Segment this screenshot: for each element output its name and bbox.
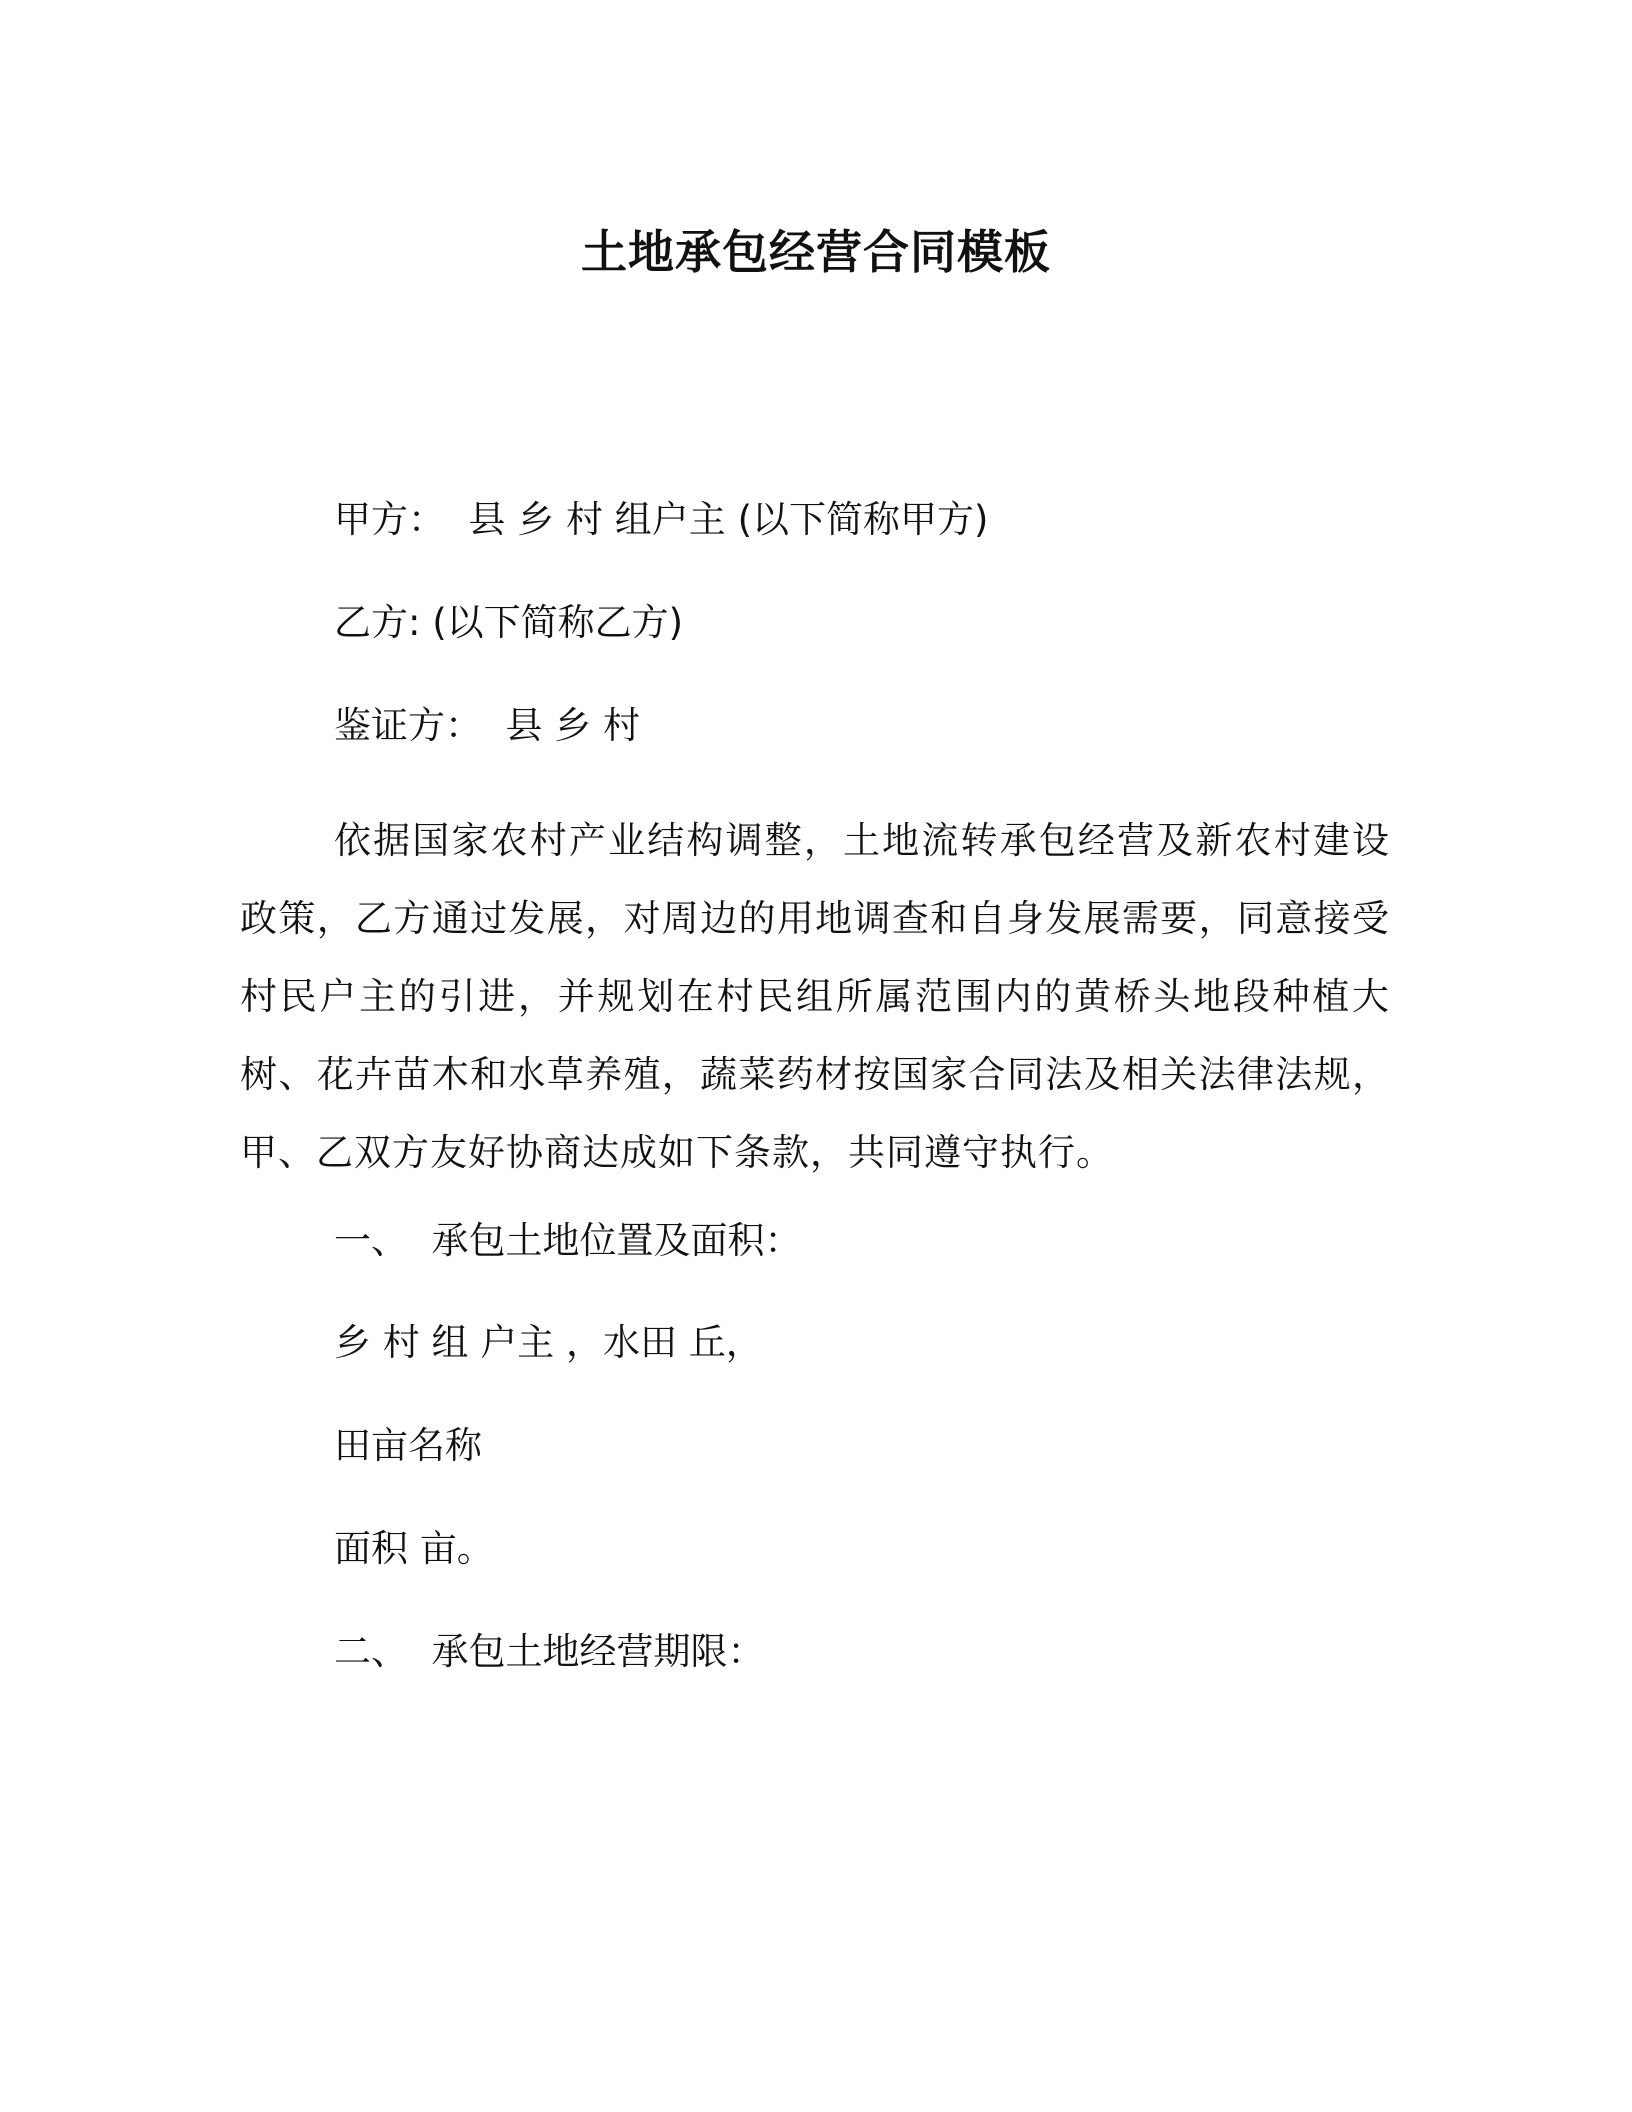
document-title: 土地承包经营合同模板 xyxy=(581,225,1051,279)
party-a-line: 甲方： 县 乡 村 组户主 (以下简称甲方) xyxy=(334,498,989,541)
party-b-line: 乙方: (以下简称乙方) xyxy=(334,601,684,644)
witness-line: 鉴证方： 县 乡 村 xyxy=(334,704,641,747)
location-line: 乡 村 组 户主 ，水田 丘， xyxy=(334,1321,763,1364)
field-name-line: 田亩名称 xyxy=(334,1424,482,1467)
section-1-heading: 一、 承包土地位置及面积： xyxy=(334,1219,802,1262)
area-line: 面积 亩。 xyxy=(334,1527,494,1570)
intro-paragraph: 依据国家农村产业结构调整，土地流转承包经营及新农村建设政策，乙方通过发展，对周边的用地调查和自身发展需要，同意接受村民户主的引进，并规划在村民组所属范围内的黄桥头地段种植大树、花卉苗木和水草养殖，蔬菜药材按国家合同法及相关法律法规，甲、乙双方友好协商达成如下条款，共同遵守执行。 xyxy=(240,819,1390,1174)
section-2-heading: 二、 承包土地经营期限： xyxy=(334,1630,765,1673)
